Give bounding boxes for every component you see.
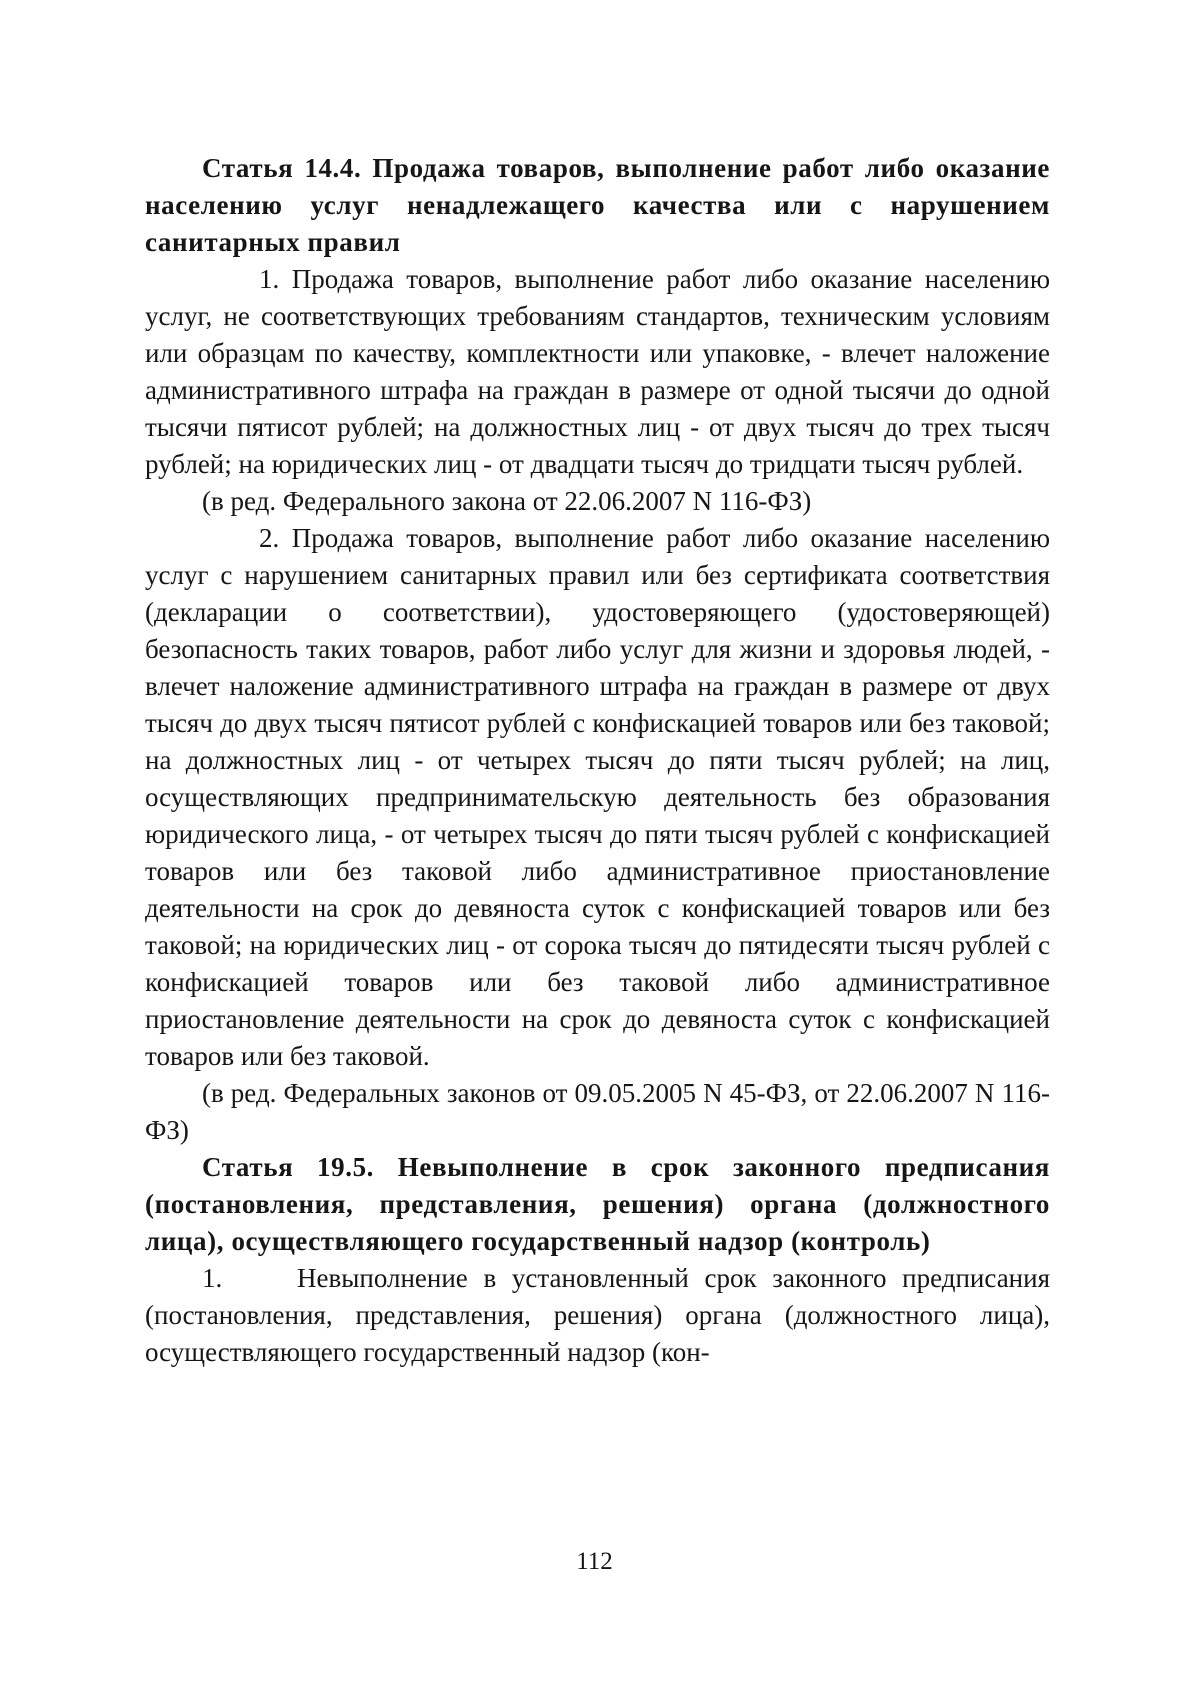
paragraph-number: 2. — [259, 523, 280, 553]
article-19-5-heading: Статья 19.5. Невыполнение в срок законного предписания (постановления, представления, решения) органа (должностного лица), осуществляющего государственный надзор (контроль) — [145, 1152, 1050, 1256]
article-14-4-paragraph-2 — [145, 520, 1050, 1075]
article-14-4-heading: Статья 14.4. Продажа товаров, выполнение работ либо оказание населению услуг ненадлежащего качества или с нарушением санитарных правил — [145, 153, 1050, 257]
article-14-4-amendment-note-2: (в ред. Федеральных законов от 09.05.2005 N 45-ФЗ, от 22.06.2007 N 116-ФЗ) — [145, 1078, 1050, 1145]
page-content — [145, 150, 1050, 1371]
paragraph-number: 1. — [202, 1263, 223, 1293]
page-number: 112 — [576, 1548, 613, 1575]
paragraph-text: Продажа товаров, выполнение работ либо оказание населению услуг с нарушением санитарных правил или без сертификата соответствия (декларации о соответствии), удостоверяющего (удостоверяющей) безопасность таких товаров, работ либо услуг для жизни и здоровья людей, - влечет наложение административного штрафа на граждан в размере от двух тысяч до двух тысяч пятисот рублей с конфискацией товаров или без таковой; на должностных лиц - от четырех тысяч до пяти тысяч рублей; на лиц, осуществляющих предпринимательскую деятельность без образования юридического лица, - от четырех тысяч до пяти тысяч рублей с конфискацией товаров или без таковой либо административное приостановление деятельности на срок до девяноста суток с конфискацией товаров или без таковой; на юридических лиц - от сорока тысяч до пятидесяти тысяч рублей с конфискацией товаров или без таковой либо административное приостановление деятельности на срок до девяноста суток с конфискацией товаров или без таковой. — [145, 523, 1050, 1071]
article-14-4-paragraph-1 — [145, 261, 1050, 483]
paragraph-text: Продажа товаров, выполнение работ либо оказание населению услуг, не соответствующих требованиям стандартов, техническим условиям или образцам по качеству, комплектности или упаковке, - влечет наложение административного штрафа на граждан в размере от одной тысячи до одной тысячи пятисот рублей; на должностных лиц - от двух тысяч до трех тысяч рублей; на юридических лиц - от двадцати тысяч до тридцати тысяч рублей. — [145, 264, 1050, 479]
article-19-5-paragraph-1 — [145, 1260, 1050, 1371]
paragraph-text: Невыполнение в установленный срок законного предписания (постановления, представления, решения) органа (должностного лица), осуществляющего государственный надзор (кон- — [145, 1263, 1050, 1367]
paragraph-number: 1. — [259, 264, 280, 294]
article-14-4-amendment-note-1: (в ред. Федерального закона от 22.06.2007 N 116-ФЗ) — [202, 486, 812, 516]
